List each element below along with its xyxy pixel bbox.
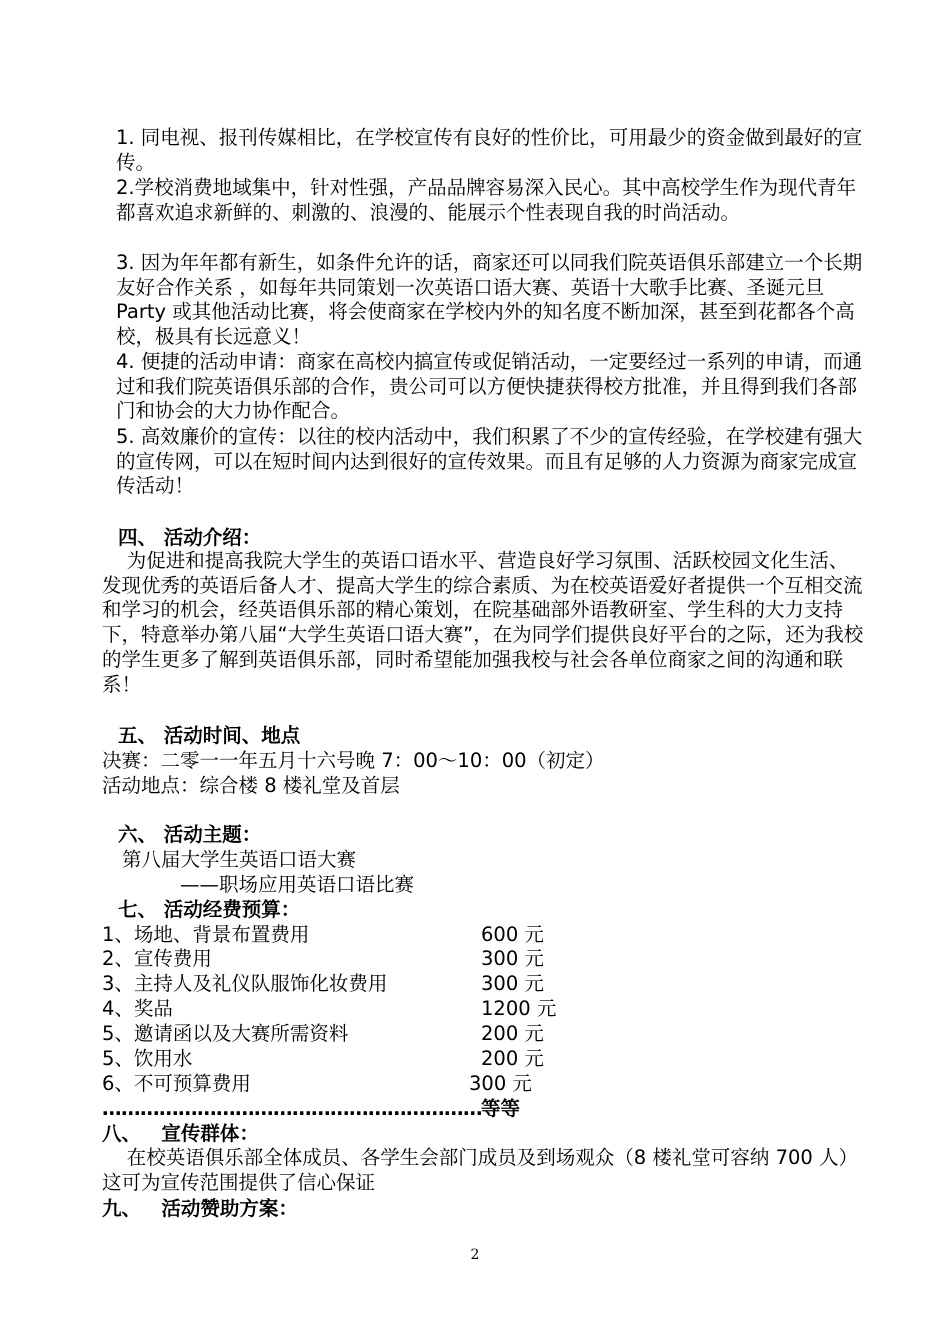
- budget-item-label: 2、宣传费用: [102, 947, 212, 970]
- budget-item-label: 5、饮用水: [102, 1047, 193, 1070]
- budget-item-label: 5、邀请函以及大赛所需资料: [102, 1022, 349, 1045]
- final-time: 决赛：二零一一年五月十六号晚 7：00～10：00（初定）: [102, 749, 605, 772]
- budget-item-amount: 300 元: [481, 947, 544, 970]
- budget-item-amount: 1200 元: [481, 997, 557, 1020]
- section-6-heading: 六、 活动主题：: [118, 823, 262, 846]
- advantage-2: 2.学校消费地域集中，针对性强，产品品牌容易深入民心。其中高校学生作为现代青年都喜欢追求新鲜的、刺激的、浪漫的、能展示个性表现自我的时尚活动。: [116, 176, 857, 224]
- theme-main: 第八届大学生英语口语大赛: [122, 848, 357, 871]
- budget-item-label: 3、主持人及礼仪队服饰化妆费用: [102, 972, 388, 995]
- advantage-3: 3. 因为年年都有新生，如条件允许的话，商家还可以同我们院英语俱乐部建立一个长期友好合作关系 ，如每年共同策划一次英语口语大赛、英语十大歌手比赛、圣诞元旦 Party 或其他活动比赛，将会使商家在学校内外的知名度不断加深，甚至到花都各个高校，极具有长远意义！: [116, 251, 863, 349]
- budget-item-label: 4、奖品: [102, 997, 173, 1020]
- section-4-heading: 四、 活动介绍：: [118, 526, 262, 549]
- budget-item-amount: 300 元: [469, 1072, 532, 1095]
- theme-sub: ——职场应用英语口语比赛: [180, 873, 415, 896]
- budget-item-amount: 600 元: [481, 923, 544, 946]
- section-4-body: 为促进和提高我院大学生的英语口语水平、营造良好学习氛围、活跃校园文化生活、发现优秀的英语后备人才、提高大学生的综合素质、为在校英语爱好者提供一个互相交流和学习的机会，经英语俱乐部的精心策划，在院基础部外语教研室、学生科的大力支持下，特意举办第八届“大学生英语口语大赛”，在为同学们提供良好平台的之际，还为我校的学生更多了解到英语俱乐部，同时希望能加强我校与社会各单位商家之间的沟通和联系！: [102, 549, 864, 696]
- leader-dots: ……………………………………………………: [102, 1097, 482, 1120]
- etc-label: 等等: [481, 1097, 521, 1120]
- venue: 活动地点：综合楼 8 楼礼堂及首层: [102, 774, 400, 797]
- section-8-body: 在校英语俱乐部全体成员、各学生会部门成员及到场观众（8 楼礼堂可容纳 700 人）这可为宣传范围提供了信心保证: [102, 1146, 859, 1194]
- budget-item-amount: 200 元: [481, 1047, 544, 1070]
- section-5-heading: 五、 活动时间、地点: [118, 724, 301, 747]
- budget-item-amount: 200 元: [481, 1022, 544, 1045]
- advantage-1: 1. 同电视、报刊传媒相比，在学校宣传有良好的性价比，可用最少的资金做到最好的宣传。: [116, 126, 863, 174]
- advantage-4: 4. 便捷的活动申请：商家在高校内搞宣传或促销活动，一定要经过一系列的申请，而通过和我们院英语俱乐部的合作，贵公司可以方便快捷获得校方批准，并且得到我们各部门和协会的大力协作配合。: [116, 350, 863, 423]
- section-9-heading: 九、 活动赞助方案：: [102, 1197, 298, 1220]
- advantage-5: 5. 高效廉价的宣传：以往的校内活动中，我们积累了不少的宣传经验，在学校建有强大的宣传网，可以在短时间内达到很好的宣传效果。而且有足够的人力资源为商家完成宣传活动！: [116, 425, 863, 498]
- budget-item-amount: 300 元: [481, 972, 544, 995]
- page-number: 2: [470, 1247, 480, 1263]
- section-8-heading: 八、 宣传群体：: [102, 1122, 259, 1145]
- budget-item-label: 1、场地、背景布置费用: [102, 923, 310, 946]
- budget-item-label: 6、不可预算费用: [102, 1072, 251, 1095]
- section-7-heading: 七、 活动经费预算：: [118, 898, 301, 921]
